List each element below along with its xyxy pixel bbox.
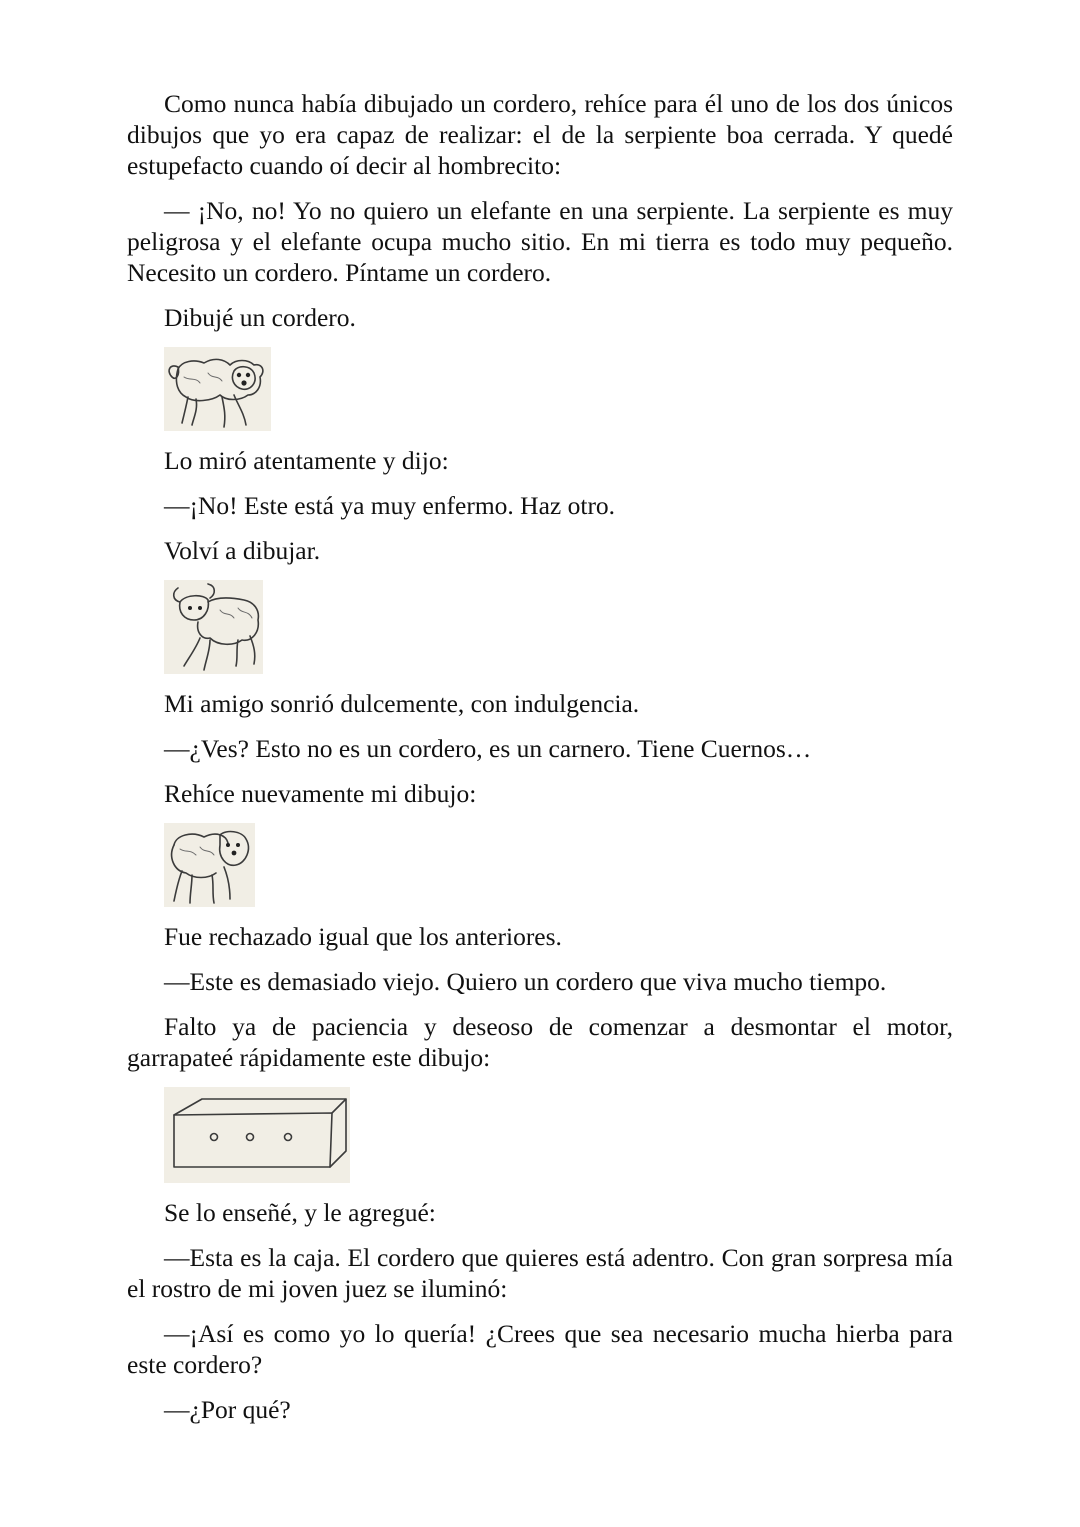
paragraph: Mi amigo sonrió dulcemente, con indulgencia. — [164, 689, 640, 718]
paragraph: Se lo enseñé, y le agregué: — [164, 1198, 436, 1227]
paragraph: —Esta es la caja. El cordero que quieres está adentro. Con gran sorpresa mía el rostro de mi joven juez se iluminó: — [127, 1243, 953, 1303]
paragraph: Como nunca había dibujado un cordero, rehíce para él uno de los dos únicos dibujos que yo era capaz de realizar: el de la serpiente boa cerrada. Y quedé estupefacto cuando oí decir al hombrecito: — [127, 89, 953, 180]
paragraph: Lo miró atentamente y dijo: — [164, 446, 449, 475]
paragraph: Volví a dibujar. — [164, 536, 321, 565]
page-text — [127, 88, 953, 1439]
paragraph: Rehíce nuevamente mi dibujo: — [164, 779, 477, 808]
paragraph: Dibujé un cordero. — [164, 303, 356, 332]
paragraph: —Este es demasiado viejo. Quiero un cordero que viva mucho tiempo. — [164, 967, 887, 996]
sick-sheep-drawing — [164, 347, 271, 431]
paragraph: Falto ya de paciencia y deseoso de comenzar a desmontar el motor, garrapateé rápidamente este dibujo: — [127, 1012, 953, 1072]
old-sheep-drawing — [164, 823, 255, 907]
paragraph: —¡No! Este está ya muy enfermo. Haz otro. — [164, 491, 616, 520]
paragraph: —¿Ves? Esto no es un cordero, es un carnero. Tiene Cuernos… — [164, 734, 812, 763]
paragraph: —¡Así es como yo lo quería! ¿Crees que sea necesario mucha hierba para este cordero? — [127, 1319, 953, 1379]
box-drawing — [164, 1087, 350, 1183]
paragraph: — ¡No, no! Yo no quiero un elefante en una serpiente. La serpiente es muy peligrosa y el elefante ocupa mucho sitio. En mi tierra es todo muy pequeño. Necesito un cordero. Píntame un cordero. — [127, 196, 953, 287]
paragraph: —¿Por qué? — [164, 1395, 291, 1424]
ram-drawing — [164, 580, 263, 674]
paragraph: Fue rechazado igual que los anteriores. — [164, 922, 562, 951]
